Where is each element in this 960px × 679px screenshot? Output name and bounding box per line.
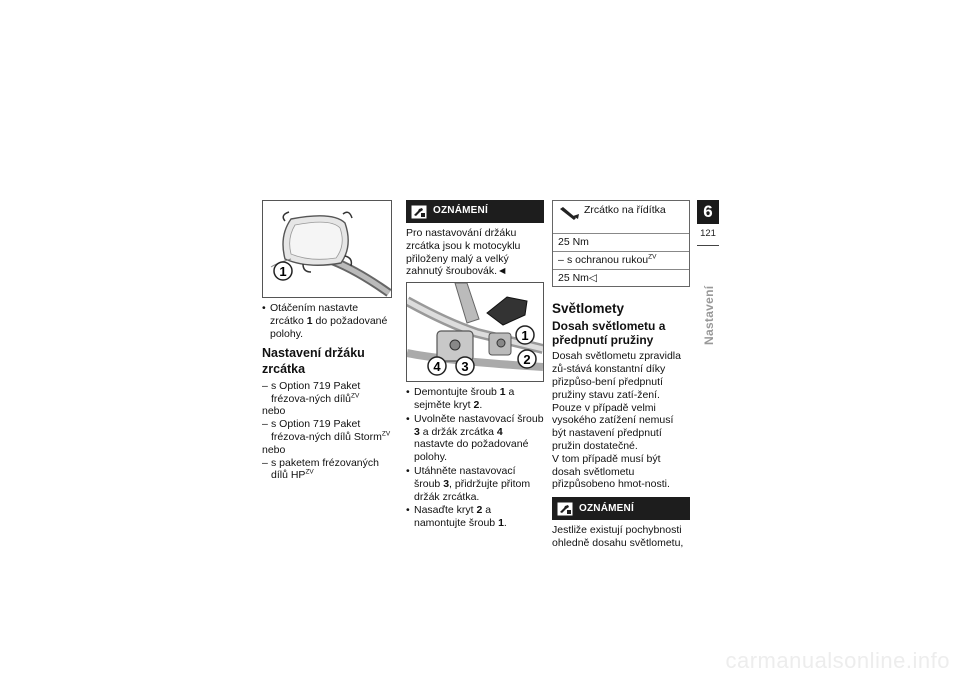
option-item-1: – s Option 719 Paket frézova-ných dílů$^{ZV}$ [262, 380, 392, 406]
adjust-mirror-list [262, 302, 392, 340]
subheading-headlight-range: Dosah světlometu a předpnutí pružiny [552, 318, 666, 347]
notice-banner [552, 497, 690, 520]
torque-spec-table [552, 200, 690, 287]
mirror-figure [262, 200, 392, 298]
figure-label-1: 1 [521, 328, 529, 344]
list-item: • Otáčením nastavte zrcátko 1 do požadované polohy. [262, 302, 392, 340]
column-1 [262, 200, 392, 482]
paragraph: Pouze v případě velmi vysokého zatížení nemusí být nastavení předpnutí pružin dostatečné. [552, 401, 674, 453]
list-item: • Uvolněte nastavovací šroub 3 a držák zrcátka 4 nastavte do požadované polohy. [406, 413, 544, 464]
watermark: carmanualsonline.info [725, 648, 950, 674]
section-heading-mirror-holder: Nastavení držáku zrcátka [262, 346, 365, 376]
column-2 [406, 200, 544, 531]
spec-value: 25 Nm◁ [553, 269, 689, 287]
option-item-2: – s Option 719 Paket frézova-ných dílů Storm$^{ZV}$ [262, 418, 392, 444]
mirror-holder-illustration [407, 283, 543, 381]
chapter-marker [697, 200, 719, 246]
column-3 [552, 200, 690, 550]
tool-notice-icon [557, 502, 573, 516]
chapter-title: Nastavení [702, 285, 716, 345]
mirror-illustration [263, 201, 391, 297]
notice-text: Pro nastavování držáku zrcátka jsou k motocyklu přiloženy malý a velký zahnutý šroubovák.◄ [406, 227, 521, 278]
wrench-icon [558, 204, 580, 222]
list-item: • Utáhněte nastavovací šroub 3, přidržujte přitom držák zrcátka. [406, 465, 544, 503]
spec-title: Zrcátko na řídítka [584, 204, 666, 216]
page-number: 121 [700, 228, 716, 239]
mirror-holder-figure [406, 282, 544, 382]
option-item-3: – s paketem frézovaných dílů $HP^{ZV}$ [262, 457, 392, 483]
spec-value: 25 Nm [553, 233, 689, 251]
spec-option: – s ochranou rukou$^{ZV}$ [553, 251, 689, 269]
chapter-side-title [686, 285, 730, 345]
notice-banner [406, 200, 544, 223]
notice-title: OZNÁMENÍ [433, 205, 488, 217]
paragraph: Dosah světlometu zpravidla zů-stává konstantní díky přizpůso-bení předpnutí pružiny stavu zatí-žení. [552, 350, 681, 401]
notice-title: OZNÁMENÍ [579, 502, 634, 514]
figure-label-3: 3 [461, 359, 469, 375]
tool-notice-icon [411, 205, 427, 219]
paragraph: V tom případě musí být dosah světlometu přizpůsobeno hmot-nosti. [552, 452, 670, 491]
notice-text: Jestliže existují pochybnosti ohledně dosahu světlometu, [552, 524, 684, 550]
spec-header [553, 201, 689, 233]
chapter-number: 6 [697, 200, 719, 224]
or-word: nebo [262, 443, 286, 456]
list-item: • Nasaďte kryt 2 a namontujte šroub 1. [406, 504, 544, 530]
procedure-list [406, 386, 544, 530]
list-item: • Demontujte šroub 1 a sejměte kryt 2. [406, 386, 544, 412]
figure-label-1: 1 [279, 264, 287, 279]
figure-label-4: 4 [433, 359, 441, 375]
figure-label-2: 2 [523, 352, 531, 368]
section-heading-headlights: Světlomety [552, 301, 625, 317]
option-list [262, 380, 392, 406]
divider [697, 245, 719, 246]
or-word: nebo [262, 405, 286, 418]
